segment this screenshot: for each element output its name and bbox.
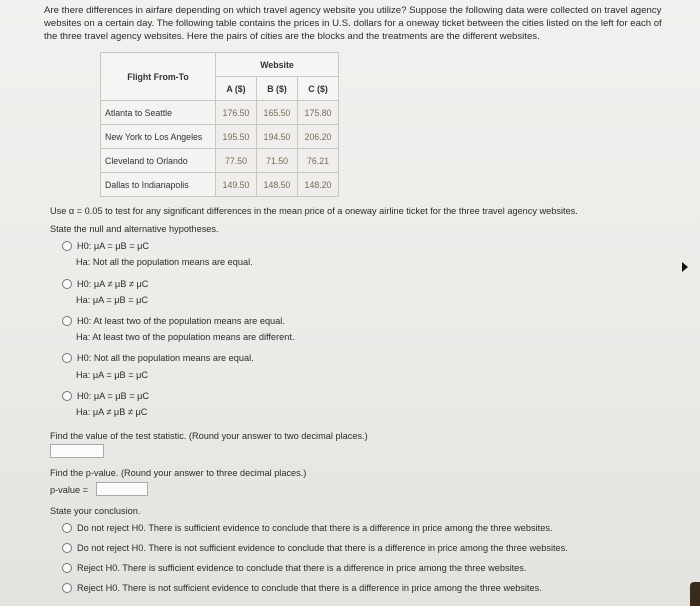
price-cell: 148.50 [257, 173, 298, 197]
radio-button[interactable] [62, 583, 72, 593]
radio-button[interactable] [62, 563, 72, 573]
conclusion-option-4[interactable] [62, 583, 542, 593]
conclusion-text: Do not reject H0. There is sufficient evidence to conclude that there is a difference in price among the three websites. [77, 523, 553, 533]
radio-button[interactable] [62, 523, 72, 533]
table-row [101, 173, 339, 197]
edge-decoration [690, 582, 700, 606]
price-cell: 149.50 [216, 173, 257, 197]
ha-text: Ha: Not all the population means are equal. [76, 257, 253, 267]
pvalue-label: p-value = [50, 485, 89, 495]
test-statistic-input[interactable] [50, 444, 104, 458]
route-cell: Atlanta to Seattle [101, 101, 216, 125]
column-c-header: C ($) [298, 77, 339, 101]
intro-text: Are there differences in airfare depending on which travel agency website you utilize? Suppose the following data were collected on travel agency websites on a certain day. The following table contains the prices in U.S. dollars for a oneway ticket between the cities listed on the left for each of the three travel agency websites. Here the pairs of cities are the blocks and the treatments are the different websites. [44, 5, 662, 42]
hypothesis-option-5[interactable] [62, 391, 149, 401]
price-cell: 175.80 [298, 101, 339, 125]
price-cell: 206.20 [298, 125, 339, 149]
h0-text: H0: At least two of the population means are equal. [77, 316, 285, 326]
instruction-text: Use α = 0.05 to test for any significant differences in the mean price of a oneway airline ticket for the three travel agency websites. [50, 206, 578, 216]
ha-text: Ha: μA = μB = μC [76, 295, 149, 305]
radio-button[interactable] [62, 316, 72, 326]
h0-text: H0: μA ≠ μB ≠ μC [77, 279, 149, 289]
radio-button[interactable] [62, 241, 72, 251]
conclusion-text: Reject H0. There is sufficient evidence to conclude that there is a difference in price among the three websites. [77, 563, 527, 573]
price-cell: 77.50 [216, 149, 257, 173]
column-b-header: B ($) [257, 77, 298, 101]
conclusion-prompt: State your conclusion. [50, 506, 141, 516]
hypotheses-prompt: State the null and alternative hypotheses. [50, 224, 219, 234]
website-header: Website [216, 53, 339, 77]
price-cell: 71.50 [257, 149, 298, 173]
hypothesis-option-1[interactable] [62, 241, 149, 251]
conclusion-option-3[interactable] [62, 563, 526, 573]
price-cell: 194.50 [257, 125, 298, 149]
fare-table [100, 52, 339, 197]
table-row [101, 149, 339, 173]
route-cell: New York to Los Angeles [101, 125, 216, 149]
radio-button[interactable] [62, 279, 72, 289]
radio-button[interactable] [62, 353, 72, 363]
radio-button[interactable] [62, 391, 72, 401]
table-row [101, 101, 339, 125]
conclusion-option-2[interactable] [62, 543, 568, 553]
flight-header: Flight From-To [101, 53, 216, 101]
h0-text: H0: μA = μB = μC [77, 391, 150, 401]
pvalue-input[interactable] [96, 482, 148, 496]
h0-text: H0: μA = μB = μC [77, 241, 150, 251]
table-row [101, 125, 339, 149]
price-cell: 165.50 [257, 101, 298, 125]
route-cell: Dallas to Indianapolis [101, 173, 216, 197]
h0-text: H0: Not all the population means are equal. [77, 353, 254, 363]
column-a-header: A ($) [216, 77, 257, 101]
conclusion-text: Do not reject H0. There is not sufficient evidence to conclude that there is a difference in price among the three websites. [77, 543, 568, 553]
radio-button[interactable] [62, 543, 72, 553]
mouse-pointer-icon [682, 262, 688, 272]
hypothesis-option-2[interactable] [62, 279, 148, 289]
test-statistic-prompt: Find the value of the test statistic. (Round your answer to two decimal places.) [50, 431, 368, 441]
price-cell: 76.21 [298, 149, 339, 173]
price-cell: 176.50 [216, 101, 257, 125]
conclusion-option-1[interactable] [62, 523, 552, 533]
route-cell: Cleveland to Orlando [101, 149, 216, 173]
ha-text: Ha: At least two of the population means are different. [76, 332, 295, 342]
hypothesis-option-4[interactable] [62, 353, 254, 363]
conclusion-text: Reject H0. There is not sufficient evidence to conclude that there is a difference in price among the three websites. [77, 583, 542, 593]
ha-text: Ha: μA ≠ μB ≠ μC [76, 407, 148, 417]
pvalue-prompt: Find the p-value. (Round your answer to three decimal places.) [50, 468, 307, 478]
price-cell: 148.20 [298, 173, 339, 197]
price-cell: 195.50 [216, 125, 257, 149]
ha-text: Ha: μA = μB = μC [76, 370, 149, 380]
hypothesis-option-3[interactable] [62, 316, 285, 326]
